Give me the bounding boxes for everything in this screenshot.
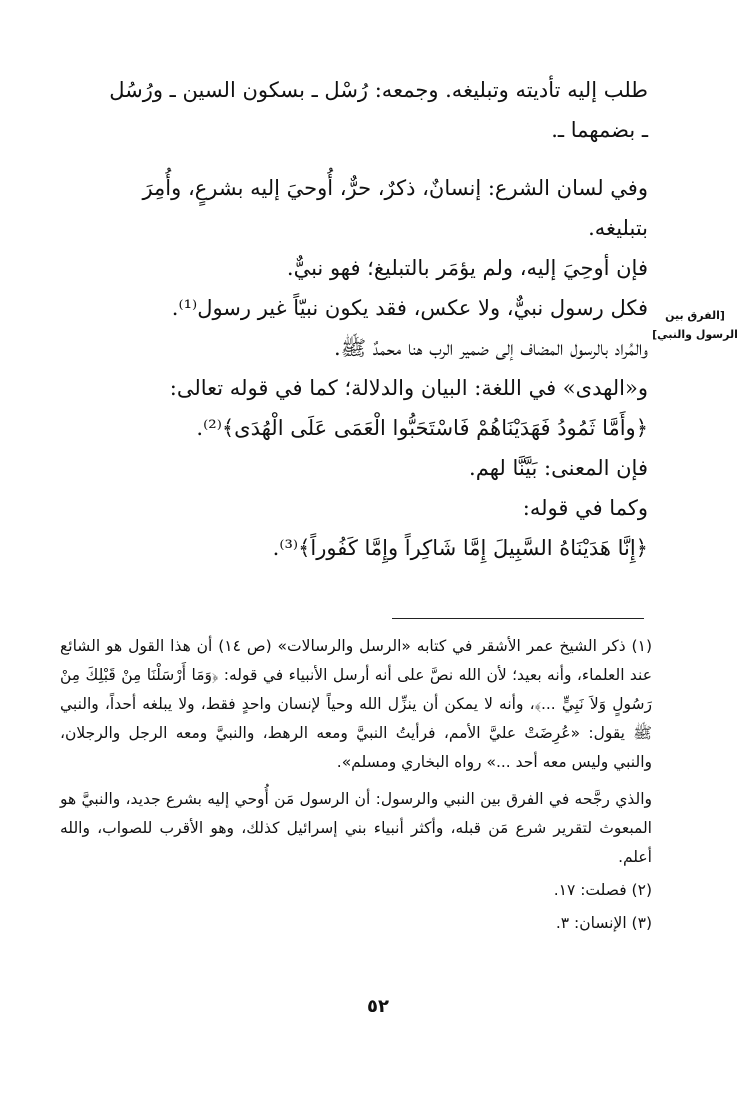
footnote-1: (١) ذكر الشيخ عمر الأشقر في كتابه «الرسل والرسالات» (ص ١٤) أن هذا القول هو الشائع عند العلماء، وأنه بعيد؛ لأن الله نصَّ على أنه أرسل الأنبياء في قوله: ﴿وَمَا أَرْسَلْنَا مِنْ قَبْلِكَ مِنْ رَسُولٍ وَلاَ نَبِيٍّ ...﴾، وأنه لا يمكن أن ينزِّل الله وحياً لإنسان واحدٍ فقط، ولا يبلغه أحداً، والنبي ﷺ يقول: «عُرِضَتْ عليَّ الأمم، فرأيتُ النبيَّ ومعه الرهط، والنبيَّ ومعه الرجل والرجلان، والنبي وليس معه أحد ...» رواه البخاري ومسلم». bbox=[60, 637, 652, 771]
margin-heading bbox=[652, 306, 738, 344]
text-line: بتبليغه. bbox=[588, 216, 648, 240]
text-line: ـ بضمهما ـ. bbox=[551, 118, 648, 142]
text-line: فإن أوحِيَ إليه، ولم يؤمَر بالتبليغ؛ فهو نبيٌّ. bbox=[286, 256, 648, 280]
text-line: و«الهدى» في اللغة: البيان والدلالة؛ كما في قوله تعالى: bbox=[169, 376, 648, 400]
margin-heading-line: [الفرق بين bbox=[665, 309, 725, 322]
quran-verse: ﴿إِنَّا هَدَيْنَاهُ السَّبِيلَ إِمَّا شَاكِراً وإِمَّا كَفُوراً﴾⁽³⁾. bbox=[272, 536, 648, 560]
quran-verse: ﴿وأَمَّا ثَمُودُ فَهَدَيْنَاهُمْ فَاسْتَحَبُّوا الْعَمَى عَلَى الْهُدَى﴾⁽²⁾. bbox=[196, 416, 648, 440]
text-line: طلب إليه تأديته وتبليغه. وجمعه: رُسْل ـ بسكون السين ـ ورُسُل bbox=[109, 78, 648, 102]
text-line: وكما في قوله: bbox=[522, 496, 648, 520]
footnote-3: (٣) الإنسان: ٣. bbox=[555, 914, 652, 932]
footnote-1-continued: والذي رجَّحه في الفرق بين النبي والرسول: أن الرسول مَن أُوحي إليه بشرع جديد، والنبيَّ هو المبعوث لتقرير شرع مَن قبله، وأكثر أنبياء بني إسرائيل كذلك، وهو الأقرب للصواب، والله أعلم. bbox=[60, 790, 652, 866]
page-number: ٥٢ bbox=[367, 996, 389, 1017]
footnote-separator bbox=[392, 618, 644, 619]
footnote-2: (٢) فصلت: ١٧. bbox=[553, 881, 652, 899]
main-text bbox=[60, 70, 648, 568]
text-line: وفي لسان الشرع: إنسانٌ، ذكرٌ، حرٌّ، أُوحيَ إليه بشرعٍ، وأُمِرَ bbox=[142, 176, 648, 200]
text-line: فإن المعنى: بَيَّنَّا لهم. bbox=[469, 456, 648, 480]
text-line: فكل رسول نبيٌّ، ولا عكس، فقد يكون نبيّاً غير رسول⁽¹⁾. bbox=[171, 296, 648, 320]
margin-heading-line: الرسول والنبي] bbox=[652, 328, 738, 341]
footnotes bbox=[60, 632, 652, 938]
text-line: والمُراد بالرسول المضاف إلى ضمير الرب هنا محمدٌ ﷺ. bbox=[334, 336, 648, 360]
